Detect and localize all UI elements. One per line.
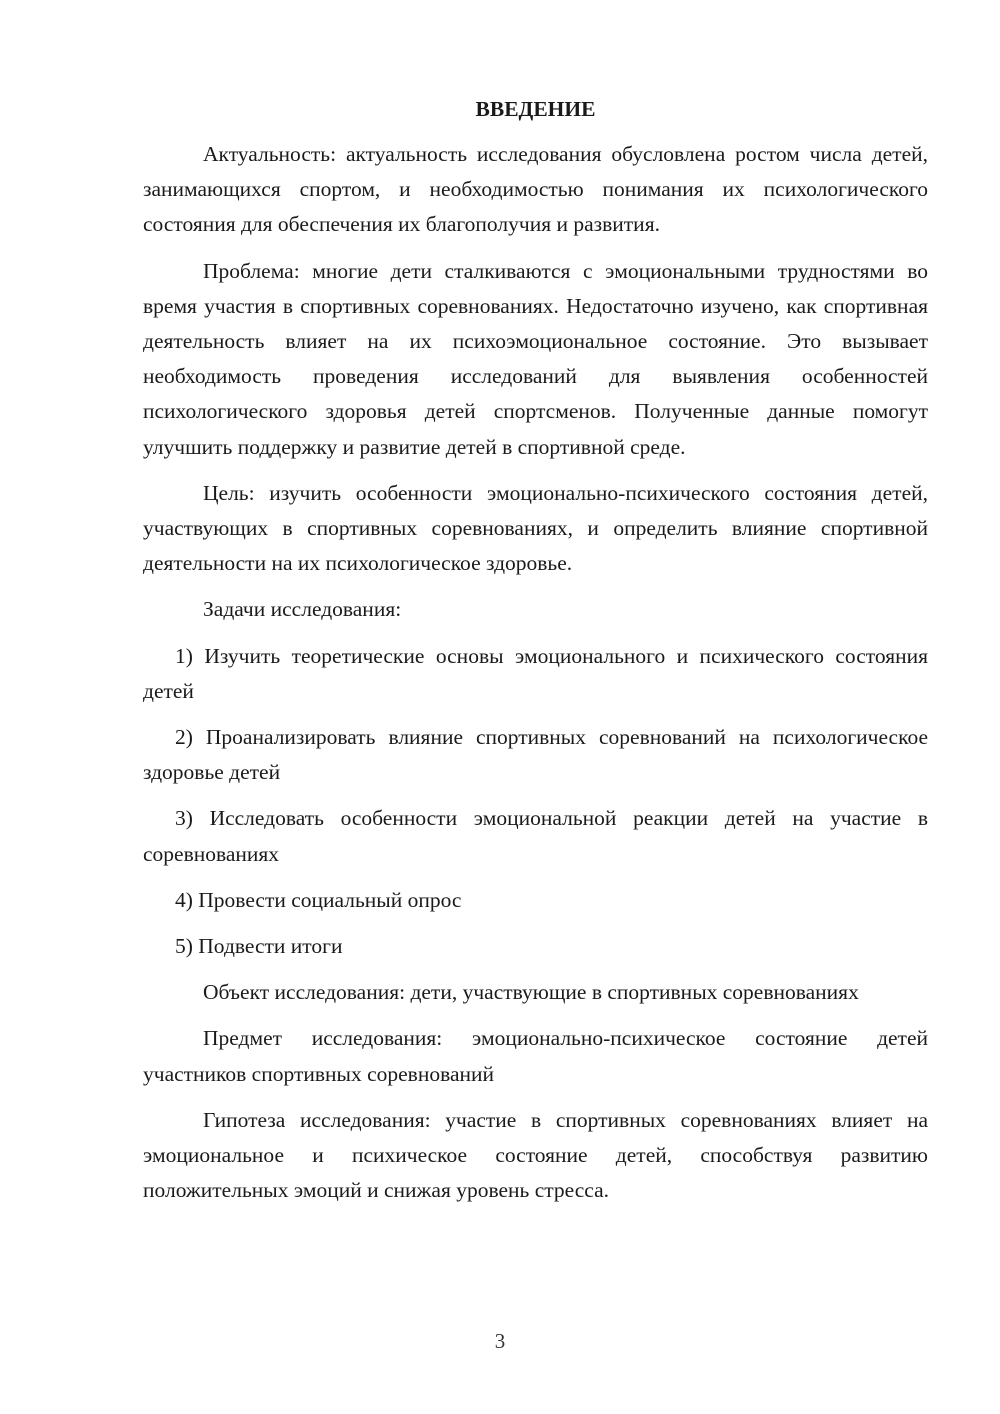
paragraph-tasks-heading: Задачи исследования: bbox=[203, 597, 402, 622]
page-title: ВВЕДЕНИЕ bbox=[475, 97, 596, 121]
page-number: 3 bbox=[494, 1329, 506, 1353]
task-item: 1) Изучить теоретические основы эмоционального и психического состояния детей bbox=[143, 643, 928, 703]
task-item: 2) Проанализировать влияние спортивных соревнований на психологическое здоровье детей bbox=[143, 725, 928, 785]
paragraph-subject: Предмет исследования: эмоционально-психическое состояние детей участников спортивных соревнований bbox=[143, 1026, 928, 1086]
task-item: 4) Провести социальный опрос bbox=[175, 887, 462, 912]
document-page bbox=[143, 92, 928, 1219]
task-item: 5) Подвести итоги bbox=[175, 934, 343, 959]
paragraph-problem: Проблема: многие дети сталкиваются с эмоциональными трудностями во время участия в спортивных соревнованиях. Недостаточно изучено, как спортивная деятельность влияет на их психоэмоциональное состояние. Это вызывает необходимость проведения исследований для выявления особенностей психологического здоровья детей спортсменов. Полученные данные помогут улучшить поддержку и развитие детей в спортивной среде. bbox=[143, 258, 928, 459]
paragraph-object: Объект исследования: дети, участвующие в спортивных соревнованиях bbox=[203, 980, 859, 1005]
paragraph-goal: Цель: изучить особенности эмоционально-психического состояния детей, участвующих в спортивных соревнованиях, и определить влияние спортивной деятельности на их психологическое здоровье. bbox=[143, 480, 928, 576]
paragraph-hypothesis: Гипотеза исследования: участие в спортивных соревнованиях влияет на эмоциональное и психическое состояние детей, способствуя развитию положительных эмоций и снижая уровень стресса. bbox=[143, 1107, 928, 1203]
task-item: 3) Исследовать особенности эмоциональной реакции детей на участие в соревнованиях bbox=[143, 806, 928, 866]
paragraph-relevance: Актуальность: актуальность исследования обусловлена ростом числа детей, занимающихся спортом, и необходимостью понимания их психологического состояния для обеспечения их благополучия и развития. bbox=[143, 142, 928, 237]
